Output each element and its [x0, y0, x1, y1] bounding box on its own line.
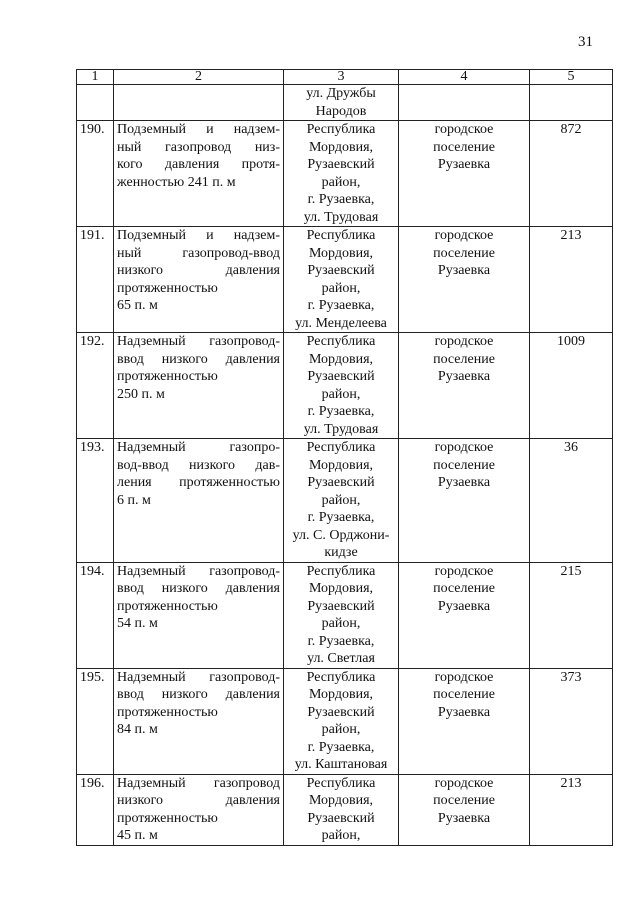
settlement-line: Рузаевка [437, 263, 491, 278]
settlement-line: Рузаевка [437, 704, 491, 720]
address-line: ул. Светлая [307, 651, 375, 666]
address-line: Рузаевский [307, 475, 375, 490]
description-line: ления протяженностью [117, 475, 280, 490]
address-line: Рузаевский [307, 598, 375, 614]
address-line: ул. С. Орджони- [292, 527, 390, 543]
settlement-line: поселение [433, 687, 495, 702]
table-row [77, 439, 613, 563]
cell-address [284, 333, 399, 439]
description-line: ввод низкого давления [117, 351, 280, 367]
description-line: кого давления протя- [117, 157, 280, 172]
address-line: г. Рузаевка, [307, 739, 375, 755]
description-line: ный газопровод низ- [117, 139, 280, 155]
cell-address [284, 121, 399, 227]
address-line: Рузаевский [307, 369, 375, 384]
cell-number: 194. [77, 562, 114, 668]
address-line: район, [321, 722, 361, 737]
address-line: Республика [306, 563, 376, 579]
address-line: район, [321, 174, 361, 190]
cell-address [284, 774, 399, 845]
cell-settlement [399, 439, 530, 563]
address-line: Мордовия, [308, 139, 374, 155]
address-line: район, [321, 386, 361, 402]
settlement-line: поселение [433, 351, 495, 367]
settlement-line: городское [434, 563, 494, 579]
settlement-line: городское [434, 775, 494, 791]
description-line: низкого давления [117, 793, 280, 808]
description-line: Надземный газопровод [117, 775, 280, 791]
description-line: 6 п. м [117, 492, 151, 508]
settlement-line: городское [434, 228, 494, 243]
description-line: протяженностью [117, 704, 218, 720]
cell-description [114, 439, 284, 563]
description-line: 45 п. м [117, 828, 158, 843]
cell-value: 872 [530, 121, 613, 227]
cell-address [284, 562, 399, 668]
address-line: район, [321, 616, 361, 631]
description-line: протяженностью [117, 810, 218, 826]
cell-number: 196. [77, 774, 114, 845]
description-line: протяженностью [117, 280, 218, 296]
description-line: протяженностью [117, 598, 218, 614]
address-line: кидзе [324, 545, 358, 560]
description-line: ввод низкого давления [117, 581, 280, 596]
column-header-5: 5 [530, 70, 613, 85]
description-line: протяженностью [117, 369, 218, 384]
settlement-line: городское [434, 122, 494, 137]
description-line: Надземный газопровод- [117, 669, 280, 685]
table-row [77, 333, 613, 439]
cell-settlement [399, 333, 530, 439]
cell-description [114, 668, 284, 774]
address-line: Республика [306, 122, 376, 137]
address-line: Мордовия, [308, 351, 374, 367]
table-row [77, 562, 613, 668]
cell-number: 193. [77, 439, 114, 563]
description-line: 65 п. м [117, 298, 158, 313]
address-line: Мордовия, [308, 581, 374, 596]
address-line: Республика [306, 775, 376, 791]
description-line: Надземный газопровод- [117, 563, 280, 579]
address-line: Республика [306, 669, 376, 685]
address-line: г. Рузаевка, [307, 510, 375, 525]
property-table [76, 69, 613, 846]
cell-settlement [399, 562, 530, 668]
settlement-line: Рузаевка [437, 598, 491, 614]
description-line: Надземный газопро- [117, 440, 280, 455]
address-line: г. Рузаевка, [307, 192, 375, 207]
settlement-line: Рузаевка [437, 157, 491, 172]
address-line: Мордовия, [308, 245, 374, 261]
address-line: г. Рузаевка, [307, 633, 375, 649]
column-header-1: 1 [77, 70, 114, 85]
settlement-line: поселение [433, 581, 495, 596]
settlement-line: городское [434, 669, 494, 685]
table-row [77, 121, 613, 227]
address-line: Мордовия, [308, 687, 374, 702]
settlement-line: Рузаевка [437, 369, 491, 384]
address-line: ул. Дружбы [306, 86, 376, 101]
cell-value: 213 [530, 774, 613, 845]
cell-description [114, 774, 284, 845]
address-line: Рузаевский [307, 157, 375, 172]
table-row [77, 774, 613, 845]
address-line: район, [321, 280, 361, 296]
description-line: Надземный газопровод- [117, 334, 280, 349]
cell-description [114, 121, 284, 227]
address-line: Мордовия, [308, 457, 374, 473]
cell-description [114, 227, 284, 333]
description-line: низкого давления [117, 263, 280, 278]
settlement-line: Рузаевка [437, 475, 491, 490]
cell-address [284, 85, 399, 121]
settlement-line: поселение [433, 457, 495, 473]
cell-address [284, 668, 399, 774]
address-line: Рузаевский [307, 704, 375, 720]
address-line: Мордовия, [308, 793, 374, 808]
cell-number: 190. [77, 121, 114, 227]
address-line: район, [321, 828, 361, 843]
address-line: Республика [306, 228, 376, 243]
address-line: г. Рузаевка, [307, 298, 375, 313]
address-line: ул. Каштановая [294, 757, 388, 772]
continuation-row [77, 85, 613, 121]
cell-description [114, 85, 284, 121]
cell-settlement [399, 227, 530, 333]
address-line: Республика [306, 334, 376, 349]
settlement-line: поселение [433, 793, 495, 808]
cell-settlement [399, 774, 530, 845]
cell-value: 213 [530, 227, 613, 333]
cell-address [284, 227, 399, 333]
address-line: Рузаевский [307, 810, 375, 826]
column-header-2: 2 [114, 70, 284, 85]
settlement-line: поселение [433, 245, 495, 261]
description-line: Подземный и надзем- [117, 122, 280, 137]
cell-number: 195. [77, 668, 114, 774]
description-line: вод-ввод низкого дав- [117, 457, 280, 473]
description-line: ный газопровод-ввод [117, 245, 280, 261]
column-header-3: 3 [284, 70, 399, 85]
cell-description [114, 562, 284, 668]
cell-settlement [399, 85, 530, 121]
table-row [77, 668, 613, 774]
address-line: район, [321, 492, 361, 508]
description-line: Подземный и надзем- [117, 228, 280, 243]
cell-address [284, 439, 399, 563]
description-line: ввод низкого давления [117, 687, 280, 702]
column-header-4: 4 [399, 70, 530, 85]
description-line: 54 п. м [117, 616, 158, 631]
address-line: Народов [315, 103, 367, 119]
cell-value: 1009 [530, 333, 613, 439]
description-line: 250 п. м [117, 386, 165, 402]
page-number: 31 [578, 34, 593, 50]
cell-settlement [399, 668, 530, 774]
address-line: ул. Трудовая [303, 209, 379, 225]
cell-value: 215 [530, 562, 613, 668]
settlement-line: городское [434, 334, 494, 349]
cell-number [77, 85, 114, 121]
description-line: 84 п. м [117, 722, 158, 737]
cell-value: 373 [530, 668, 613, 774]
settlement-line: Рузаевка [437, 810, 491, 826]
column-header-row [77, 70, 613, 85]
cell-settlement [399, 121, 530, 227]
cell-value [530, 85, 613, 121]
cell-description [114, 333, 284, 439]
address-line: Республика [306, 440, 376, 455]
address-line: г. Рузаевка, [307, 404, 375, 419]
description-line: женностью 241 п. м [117, 174, 236, 190]
address-line: ул. Трудовая [303, 421, 379, 437]
table-row [77, 227, 613, 333]
settlement-line: городское [434, 440, 494, 455]
cell-number: 191. [77, 227, 114, 333]
settlement-line: поселение [433, 139, 495, 155]
cell-number: 192. [77, 333, 114, 439]
address-line: Рузаевский [307, 263, 375, 278]
address-line: ул. Менделеева [295, 315, 387, 331]
cell-value: 36 [530, 439, 613, 563]
